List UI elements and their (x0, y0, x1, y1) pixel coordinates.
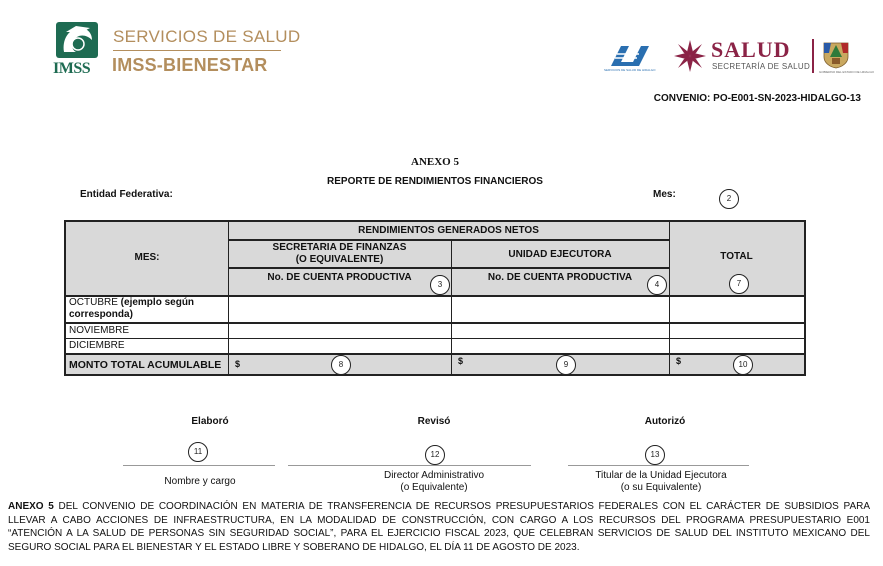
imss-logo (56, 22, 98, 58)
col-header-mes: MES: (134, 252, 160, 263)
ue-currency-symbol: $ (458, 356, 464, 366)
brand-imss-bienestar: IMSS-BIENESTAR (112, 55, 268, 75)
sf-cuenta-label: No. DE CUENTA PRODUCTIVA (267, 272, 412, 283)
ssh-logo-icon (607, 40, 651, 70)
marker-ue-cuenta: 4 (647, 275, 667, 295)
ssh-caption: SERVICIOS DE SALUD DE HIDALGO (604, 68, 656, 72)
anexo-title: ANEXO 5 (411, 156, 459, 168)
imss-eagle-mother-icon (56, 22, 98, 58)
sf-diciembre-cell[interactable] (229, 339, 451, 353)
marker-signature-11: 11 (188, 442, 208, 462)
sf-currency-symbol: $ (235, 359, 241, 369)
signature-line[interactable] (568, 465, 749, 466)
footnote-text: DEL CONVENIO DE COORDINACIÓN EN MATERIA DE TRANSFERENCIA DE RECURSOS PRESUPUESTARIOS FEDERALES CON EL CARÁCTER DE SUBSIDIOS PARA LLEVAR A CABO ACCIONES DE INFRAESTRUCTURA, EN LA MODALIDAD DE CONSTRUCCIÓN, CON CARGO A LOS RECURSOS DEL PROGRAMA PRESUPUESTARIO E001 “ATENCIÓN A LA SALUD DE PERSONAS SIN SEGURIDAD SOCIAL”, PARA EL EJERCICIO FISCAL 2023, QUE CELEBRAN SERVICIOS DE SALUD DEL INSTITUTO MEXICANO DEL SEGURO SOCIAL PARA EL BIENESTAR Y EL ESTADO LIBRE Y SOBERANO DE HIDALGO, EL DÍA 11 DE AGOSTO DE 2023. (8, 501, 871, 553)
marker-total: 7 (729, 274, 749, 294)
salud-subtitle: SECRETARÍA DE SALUD (712, 62, 811, 71)
marker-signature-13: 13 (645, 445, 665, 465)
imss-logo-text: IMSS (53, 60, 91, 77)
marker-mes: 2 (719, 189, 739, 209)
col-header-sf-line2: (O EQUIVALENTE) (295, 254, 384, 265)
total-noviembre-cell[interactable] (670, 324, 804, 338)
ue-diciembre-cell[interactable] (452, 339, 669, 353)
sf-octubre-cell[interactable] (229, 297, 451, 322)
signature-caption-line1: Titular de la Unidad Ejecutora (595, 470, 727, 481)
report-title: REPORTE DE RENDIMIENTOS FINANCIEROS (327, 176, 543, 187)
col-header-sf-line1: SECRETARIA DE FINANZAS (272, 242, 407, 253)
hidalgo-shield-icon (821, 39, 851, 69)
signature-caption (330, 470, 538, 494)
total-diciembre-cell[interactable] (670, 339, 804, 353)
signature-line[interactable] (288, 465, 531, 466)
col-header-unidad-ejecutora: UNIDAD EJECUTORA (508, 249, 612, 260)
col-header-secretaria-finanzas (228, 242, 451, 266)
ue-cuenta-label: No. DE CUENTA PRODUCTIVA (487, 272, 633, 283)
total-currency-symbol: $ (676, 356, 682, 366)
salud-star-icon (672, 38, 708, 74)
signature-caption-line2: (o Equivalente) (400, 482, 468, 493)
row-month: OCTUBRE (69, 297, 118, 308)
row-month: DICIEMBRE (69, 340, 125, 351)
sf-noviembre-cell[interactable] (229, 324, 451, 338)
footnote-lead: ANEXO 5 (8, 501, 54, 512)
signature-caption (566, 470, 756, 494)
col-header-total: TOTAL (720, 251, 753, 262)
signature-title: Elaboró (191, 416, 229, 427)
table-row-octubre (69, 297, 227, 321)
rendimientos-table (64, 220, 806, 376)
brand-divider (113, 50, 281, 51)
convenio-number: CONVENIO: PO-E001-SN-2023-HIDALGO-13 (653, 93, 861, 104)
salud-title: SALUD (711, 37, 791, 62)
total-row-label: MONTO TOTAL ACUMULABLE (69, 359, 222, 371)
row-divider (66, 353, 804, 355)
marker-sf-cuenta: 3 (430, 275, 450, 295)
marker-ue-monto: 9 (556, 355, 576, 375)
group-header-rendimientos: RENDIMIENTOS GENERADOS NETOS (358, 225, 539, 236)
logo-divider (812, 39, 814, 73)
table-row-noviembre (69, 325, 227, 336)
mes-label: Mes: (653, 189, 676, 200)
signature-caption-line1: Director Administrativo (383, 470, 485, 481)
signature-title: Autorizó (644, 416, 686, 427)
brand-servicios-de-salud: SERVICIOS DE SALUD (113, 27, 301, 46)
signature-line[interactable] (123, 465, 275, 466)
row-note: (ejemplo según corresponda) (69, 297, 195, 320)
ue-octubre-cell[interactable] (452, 297, 669, 322)
row-divider (228, 267, 669, 269)
marker-total-monto: 10 (733, 355, 753, 375)
ue-noviembre-cell[interactable] (452, 324, 669, 338)
total-octubre-cell[interactable] (670, 297, 804, 322)
hidalgo-caption: GOBIERNO DEL ESTADO DE HIDALGO (819, 70, 875, 74)
table-row-diciembre (69, 340, 227, 351)
entidad-federativa-label: Entidad Federativa: (80, 189, 173, 200)
signature-title: Revisó (417, 416, 451, 427)
marker-signature-12: 12 (425, 445, 445, 465)
row-divider (228, 239, 669, 241)
signature-caption-line2: (o su Equivalente) (620, 482, 702, 493)
marker-sf-monto: 8 (331, 355, 351, 375)
row-month: NOVIEMBRE (69, 325, 130, 336)
footnote (8, 500, 870, 554)
signature-caption: Nombre y cargo (164, 476, 236, 487)
